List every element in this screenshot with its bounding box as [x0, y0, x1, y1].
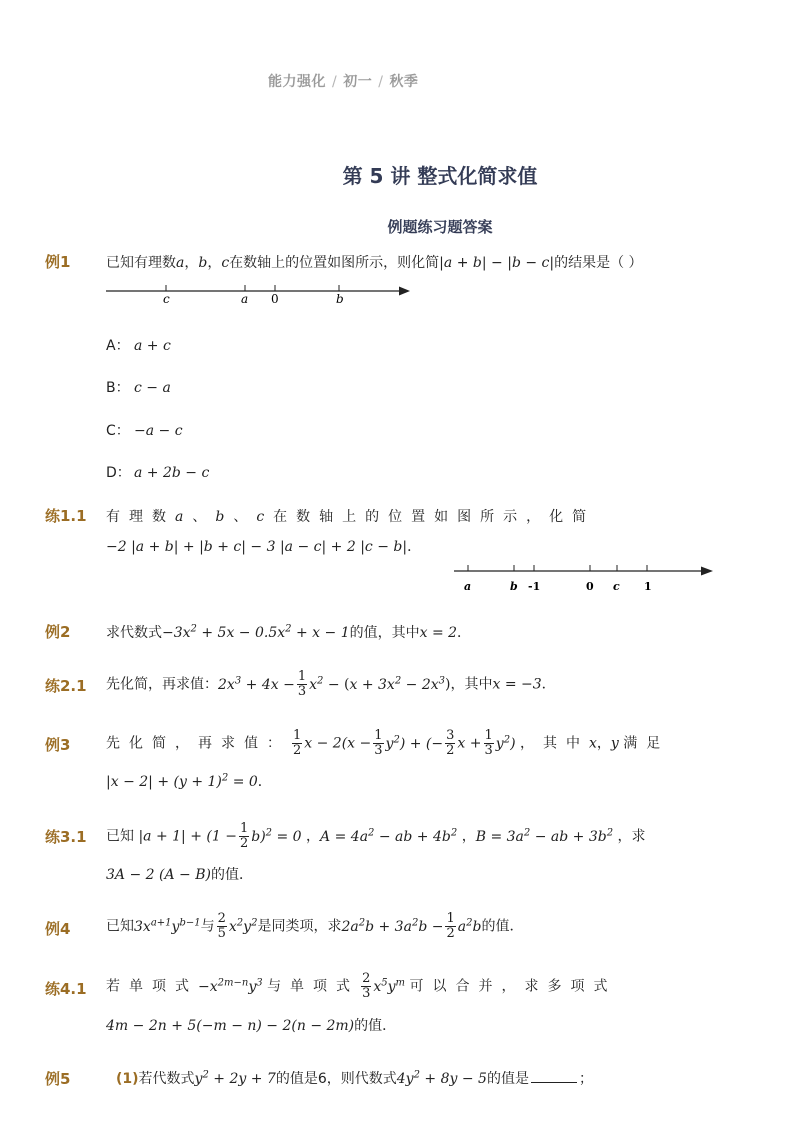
tick-label: 1	[644, 580, 652, 593]
option-a[interactable]: A： a + c	[106, 338, 171, 354]
option-d[interactable]: D： a + 2b − c	[106, 465, 210, 481]
practice-2-1-text: 先化简，再求值：$2x^3 + 4x$ − $\frac{1}{3}$ $x^2 - (x + 3x^2 - 2x^3)$，其中x = −3．	[106, 669, 556, 699]
page-title: 第 5 讲 整式化简求值	[342, 164, 538, 188]
example-2-text: 求代数式$-3x^2 + 5x - 0.5x^2 + x - 1$的值，其中x = 2．	[106, 623, 472, 641]
tick-label: c	[163, 292, 170, 306]
tick-label: -1	[528, 580, 541, 593]
tick-label: a	[464, 580, 472, 593]
practice-1-1-line-1: 有理数a、b、c在数轴上的位置如图所示，化简	[106, 509, 596, 525]
example-label: 例4	[45, 920, 71, 938]
example-5-text: (1)若代数式$y^2 + 2y + 7$的值是6，则代数式$4y^2 + 8y - 5$的值是 ；	[116, 1069, 593, 1087]
answer-blank[interactable]	[531, 1082, 577, 1083]
example-3-line-2: $|x - 2| + (y + 1)^2 = 0$．	[106, 772, 272, 790]
practice-1-1-line-2: −2 |a + b| + |b + c| − 3 |a − c| + 2 |c − b|．	[106, 539, 422, 555]
practice-3-1-line-1: 已知 |a + 1| + (1 − $\frac{1}{2}$ b)$^2$ = 0 ，$A = 4a^2$ − ab + $4b^2$ ，$B = 3a^2$ − ab + $3b^2$ ，求	[106, 821, 646, 851]
number-line-2	[452, 561, 716, 595]
breadcrumb-item: 初一	[343, 74, 373, 90]
breadcrumb-item: 能力强化	[268, 74, 326, 90]
section-title: 例题练习题答案	[387, 218, 493, 236]
tick-label: b	[336, 292, 344, 306]
practice-3-1-line-2: 3A − 2 (A − B)的值．	[106, 867, 253, 883]
number-line-1	[104, 280, 416, 310]
example-label: 例1	[45, 253, 71, 271]
example-3-line-1: 先化简，再求值： $\frac{1}{2}$ x − 2(x − $\frac{1}{3}$ $y^2$) + (− $\frac{3}{2}$ x + $\frac{1}{3}$ $y^2$) ，其中x，y 满足	[106, 728, 670, 758]
breadcrumb: 能力强化 / 初一 / 秋季	[268, 74, 419, 90]
practice-label: 练1.1	[45, 507, 87, 525]
example-1-text: 已知有理数a，b，c在数轴上的位置如图所示，则化简|a + b| − |b − c|的结果是（ ）	[106, 255, 643, 271]
option-b[interactable]: B： c − a	[106, 380, 171, 396]
tick-label: 0	[586, 580, 594, 593]
tick-label: b	[510, 580, 518, 593]
tick-label: c	[613, 580, 620, 593]
practice-4-1-line-1: 若单项式$-x^{2m-n}y^3$ 与单项式 $\frac{2}{3}$ $x^5y^m$ 可以合并，求多项式	[106, 971, 617, 1001]
breadcrumb-item: 秋季	[389, 74, 419, 90]
example-4-text: 已知$3x^{a+1}y^{b-1}$与 $\frac{2}{5}$ $x^2y^2$是同类项，求$2a^2b + 3a^2b$ − $\frac{1}{2}$ $a^2b$的值．	[106, 911, 524, 941]
tick-label: 0	[271, 292, 279, 306]
tick-label: a	[241, 292, 249, 306]
example-label: 例3	[45, 736, 71, 754]
practice-label: 练2.1	[45, 677, 87, 695]
example-label: 例5	[45, 1070, 71, 1088]
practice-label: 练3.1	[45, 828, 87, 846]
practice-label: 练4.1	[45, 980, 87, 998]
practice-4-1-line-2: 4m − 2n + 5(−m − n) − 2(n − 2m)的值．	[106, 1018, 397, 1034]
option-c[interactable]: C： −a − c	[106, 423, 183, 439]
example-label: 例2	[45, 623, 71, 641]
